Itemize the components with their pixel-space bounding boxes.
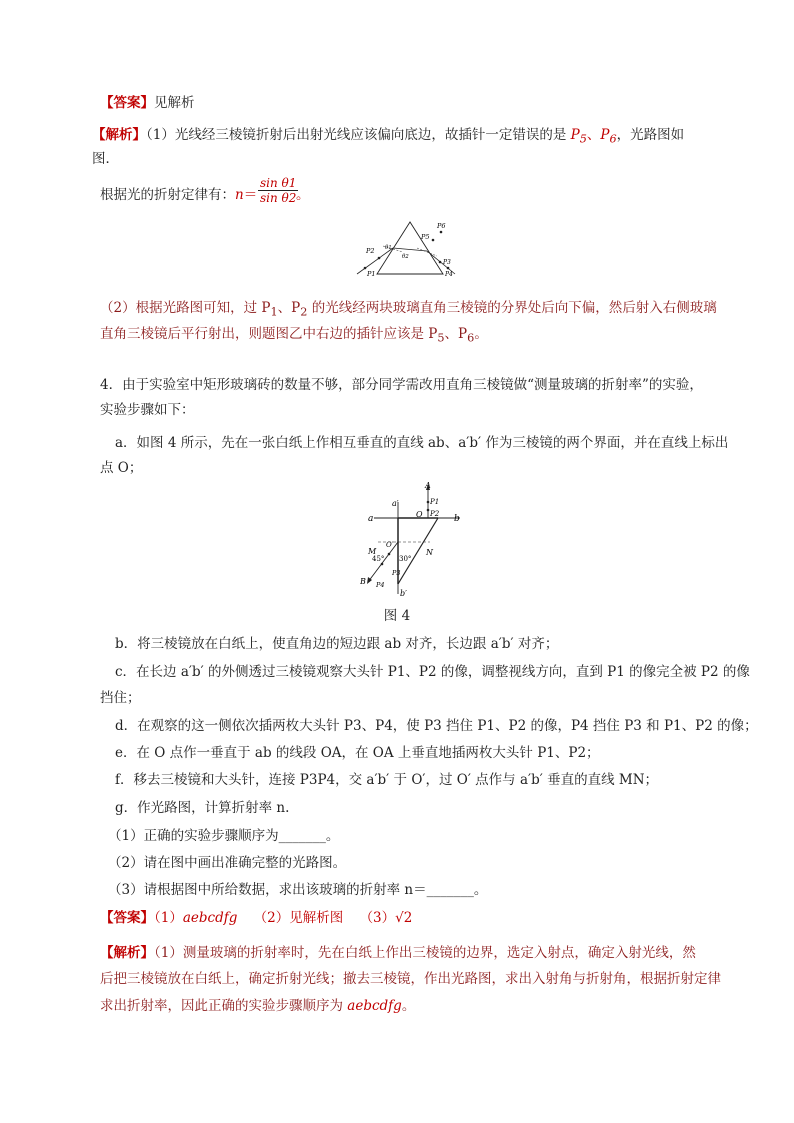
pin-p2 — [427, 509, 430, 512]
label-angle-45: 45° — [372, 555, 385, 563]
law-text: 根据光的折射定律有： — [100, 187, 235, 203]
pin-p1 — [364, 267, 367, 270]
q4-step-c-2: 挡住； — [100, 690, 141, 706]
label-B: B — [360, 577, 366, 586]
label-p2: P2 — [430, 510, 440, 518]
p5-label: $P_5$ — [570, 127, 587, 146]
label-N: N — [426, 548, 433, 557]
pin-p2 — [378, 257, 381, 260]
label-p4: P4 — [445, 271, 453, 278]
figure-4-caption: 图 4 — [383, 608, 411, 624]
label-a-prime: a′ — [392, 499, 399, 508]
label-theta1: θ1 — [385, 245, 392, 251]
q4-step-e: e．在 O 点作一垂直于 ab 的线段 OA，在 OA 上垂直地插两枚大头针 P1、P2； — [115, 745, 600, 761]
label-b-prime: b′ — [400, 589, 407, 598]
pin-p4 — [447, 267, 450, 270]
law-eq: ＝ — [243, 187, 258, 203]
answer-text: 见解析 — [154, 95, 195, 111]
analysis-line-1 — [92, 125, 794, 150]
pin-p4 — [381, 563, 384, 566]
analysis-line-2 — [92, 149, 794, 169]
q4-subquestion-1: （1）正确的实验步骤顺序为_______。 — [108, 828, 340, 844]
q4-analysis-line-1: 【解析】（1）测量玻璃的折射率时，先在白纸上作出三棱镜的边界，选定入射点，确定入射光线，然 — [100, 945, 696, 961]
label-p4: P4 — [376, 581, 385, 589]
law-end: 。 — [296, 187, 310, 203]
q4-step-g: g．作光路图，计算折射率 n. — [115, 800, 290, 816]
analysis-tag: 【解析】 — [92, 127, 146, 143]
label-p3: P3 — [443, 259, 451, 266]
label-p6: P6 — [437, 222, 446, 230]
separator: 、 — [586, 127, 601, 143]
label-angle-30: 30° — [399, 555, 412, 563]
law-n: n — [235, 187, 244, 203]
q4-step-f: f．移去三棱镜和大头针，连接 P3P4，交 a′b′ 于 O′，过 O′ 点作与 a′b′ 垂直的直线 MN； — [115, 772, 659, 788]
label-theta2: θ2 — [402, 254, 409, 260]
law-numerator: sin θ1 — [260, 176, 297, 190]
label-p1: P1 — [430, 498, 440, 506]
label-p2: P2 — [366, 247, 375, 255]
q4-subquestion-3: （3）请根据图中所给数据，求出该玻璃的折射率 n＝_______。 — [108, 882, 488, 898]
analysis-text-end: 图． — [92, 151, 119, 167]
label-p1: P1 — [367, 270, 376, 278]
pin-p6 — [440, 231, 443, 234]
p6-label: $P_6$ — [600, 127, 617, 146]
answer-line — [100, 93, 794, 113]
q4-step-c-1: c．在长边 a′b′ 的外侧透过三棱镜观察大头针 P1、P2 的像，调整视线方向，直到 P1 的像完全被 P2 的像 — [115, 664, 750, 680]
q4-intro-1: 4．由于实验室中矩形玻璃砖的数量不够，部分同学需改用直角三棱镜做“测量玻璃的折射率”的实验， — [100, 377, 703, 393]
answer-sqrt2: √2 — [395, 910, 413, 926]
q4-analysis-line-2: 后把三棱镜放在白纸上，确定折射光线；撤去三棱镜，作出光路图，求出入射角与折射角，根据折射定律 — [100, 971, 721, 987]
q4-analysis-line-3: 求出折射率，因此正确的实验步骤顺序为 aebcdfg。 — [100, 998, 416, 1014]
q4-analysis-tag: 【解析】 — [100, 945, 154, 961]
figure-4-diagram — [360, 480, 470, 602]
q4-step-a-2: 点 O； — [100, 460, 143, 476]
label-p3: P3 — [392, 569, 401, 577]
law-denominator: sin θ2 — [260, 191, 297, 205]
label-p5: P5 — [421, 233, 430, 241]
pin-p5 — [432, 239, 435, 242]
label-M: M — [368, 547, 377, 556]
prism-diagram — [355, 218, 465, 280]
analysis-part2-line-1: （2）根据光路图可知，过 $P_1$、$P_2$ 的光线经两块玻璃直角三棱镜的分界处后向下偏，然后射入右侧玻璃 — [100, 300, 717, 319]
q4-step-d: d．在观察的这一侧依次插两枚大头针 P3、P4，使 P3 挡住 P1、P2 的像，P4 挡住 P3 和 P1、P2 的像； — [115, 718, 758, 734]
label-b: b — [454, 514, 460, 524]
analysis-part2-line-2: 直角三棱镜后平行射出，则题图乙中右边的插针应该是 $P_5$、$P_6$。 — [100, 326, 488, 345]
pin-p3 — [388, 553, 391, 556]
q4-step-a-1: a．如图 4 所示，先在一张白纸上作相互垂直的直线 ab、a′b′ 作为三棱镜的两个界面，并在直线上标出 — [115, 435, 729, 451]
pin-p3 — [439, 261, 442, 264]
analysis-text-cont: ，光路图如 — [616, 127, 685, 143]
pin-p1 — [427, 501, 430, 504]
label-O-prime: O′ — [386, 541, 394, 549]
analysis-text: （1）光线经三棱镜折射后出射光线应该偏向底边，故插针一定错误的是 — [146, 127, 571, 143]
q4-step-b: b．将三棱镜放在白纸上，使直角边的短边跟 ab 对齐，长边跟 a′b′ 对齐； — [115, 636, 559, 652]
answer-order: aebcdfg — [182, 910, 238, 926]
q4-answer-tag: 【答案】 — [100, 910, 154, 926]
label-A: A — [425, 481, 431, 490]
q4-answer-line: 【答案】（1）aebcdfg （2）见解析图 （3）√2 — [100, 910, 413, 926]
law-fraction — [258, 176, 298, 205]
label-a: a — [368, 514, 374, 524]
label-O: O — [416, 510, 423, 519]
answer-tag: 【答案】 — [100, 95, 154, 111]
q4-intro-2: 实验步骤如下： — [100, 402, 195, 418]
q4-subquestion-2: （2）请在图中画出准确完整的光路图。 — [108, 855, 347, 871]
